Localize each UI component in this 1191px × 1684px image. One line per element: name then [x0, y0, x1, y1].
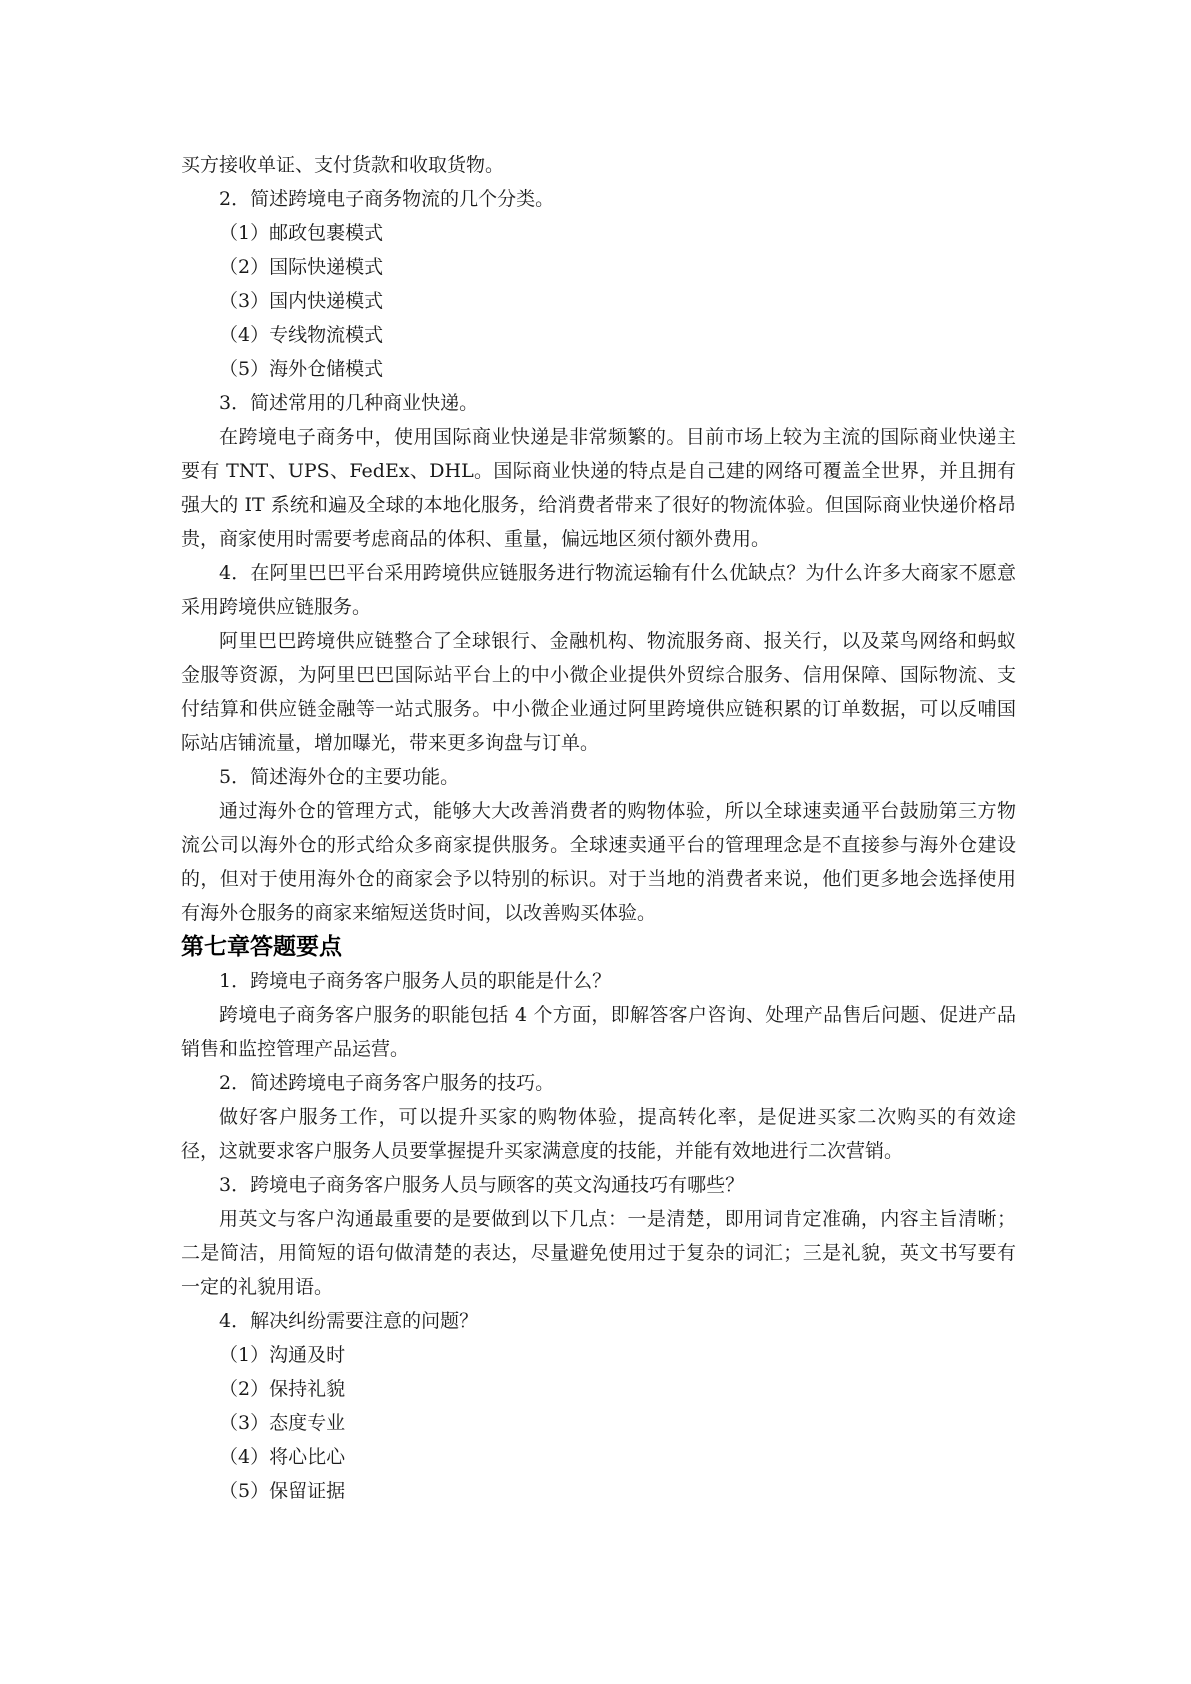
list-item: （1）沟通及时	[219, 1344, 346, 1366]
list-item: （1）邮政包裹模式	[219, 222, 384, 244]
list-item: （5）海外仓储模式	[219, 358, 384, 380]
question-5: 5．简述海外仓的主要功能。	[219, 766, 460, 788]
chapter-heading: 第七章答题要点	[181, 934, 342, 960]
list-item: （2）保持礼貌	[219, 1378, 346, 1400]
question-3: 3．跨境电子商务客户服务人员与顾客的英文沟通技巧有哪些？	[219, 1174, 745, 1196]
answer-paragraph: 通过海外仓的管理方式，能够大大改善消费者的购物体验，所以全球速卖通平台鼓励第三方物流公司以海外仓的形式给众多商家提供服务。全球速卖通平台的管理理念是不直接参与海外仓建设的，但对于使用海外仓的商家会予以特别的标识。对于当地的消费者来说，他们更多地会选择使用有海外仓服务的商家来缩短送货时间，以改善购买体验。	[181, 800, 1016, 924]
list-item: （2）国际快递模式	[219, 256, 384, 278]
answer-paragraph: 跨境电子商务客户服务的职能包括 4 个方面，即解答客户咨询、处理产品售后问题、促进产品销售和监控管理产品运营。	[181, 1004, 1016, 1060]
list-item: （4）专线物流模式	[219, 324, 384, 346]
question-3: 3．简述常用的几种商业快递。	[219, 392, 479, 414]
list-item: （4）将心比心	[219, 1446, 346, 1468]
list-item: （3）态度专业	[219, 1412, 346, 1434]
question-2: 2．简述跨境电子商务客户服务的技巧。	[219, 1072, 555, 1094]
document-body	[181, 148, 1016, 1508]
answer-paragraph: 在跨境电子商务中，使用国际商业快递是非常频繁的。目前市场上较为主流的国际商业快递主要有 TNT、UPS、FedEx、DHL。国际商业快递的特点是自己建的网络可覆盖全世界，并且拥有强大的 IT 系统和遍及全球的本地化服务，给消费者带来了很好的物流体验。但国际商业快递价格昂贵，商家使用时需要考虑商品的体积、重量，偏远地区须付额外费用。	[181, 426, 1016, 550]
answer-paragraph: 做好客户服务工作，可以提升买家的购物体验，提高转化率，是促进买家二次购买的有效途径，这就要求客户服务人员要掌握提升买家满意度的技能，并能有效地进行二次营销。	[181, 1106, 1016, 1162]
answer-paragraph: 用英文与客户沟通最重要的是要做到以下几点：一是清楚，即用词肯定准确，内容主旨清晰；二是简洁，用简短的语句做清楚的表达，尽量避免使用过于复杂的词汇；三是礼貌，英文书写要有一定的礼貌用语。	[181, 1208, 1016, 1298]
question-4: 4．在阿里巴巴平台采用跨境供应链服务进行物流运输有什么优缺点？为什么许多大商家不愿意采用跨境供应链服务。	[181, 562, 1016, 618]
answer-paragraph: 阿里巴巴跨境供应链整合了全球银行、金融机构、物流服务商、报关行，以及菜鸟网络和蚂蚁金服等资源，为阿里巴巴国际站平台上的中小微企业提供外贸综合服务、信用保障、国际物流、支付结算和供应链金融等一站式服务。中小微企业通过阿里跨境供应链积累的订单数据，可以反哺国际站店铺流量，增加曝光，带来更多询盘与订单。	[181, 630, 1016, 754]
question-4: 4．解决纠纷需要注意的问题？	[219, 1310, 479, 1332]
paragraph-continuation: 买方接收单证、支付货款和收取货物。	[181, 154, 505, 176]
list-item: （5）保留证据	[219, 1480, 346, 1502]
question-2: 2．简述跨境电子商务物流的几个分类。	[219, 188, 555, 210]
question-1: 1．跨境电子商务客户服务人员的职能是什么？	[219, 970, 612, 992]
list-item: （3）国内快递模式	[219, 290, 384, 312]
